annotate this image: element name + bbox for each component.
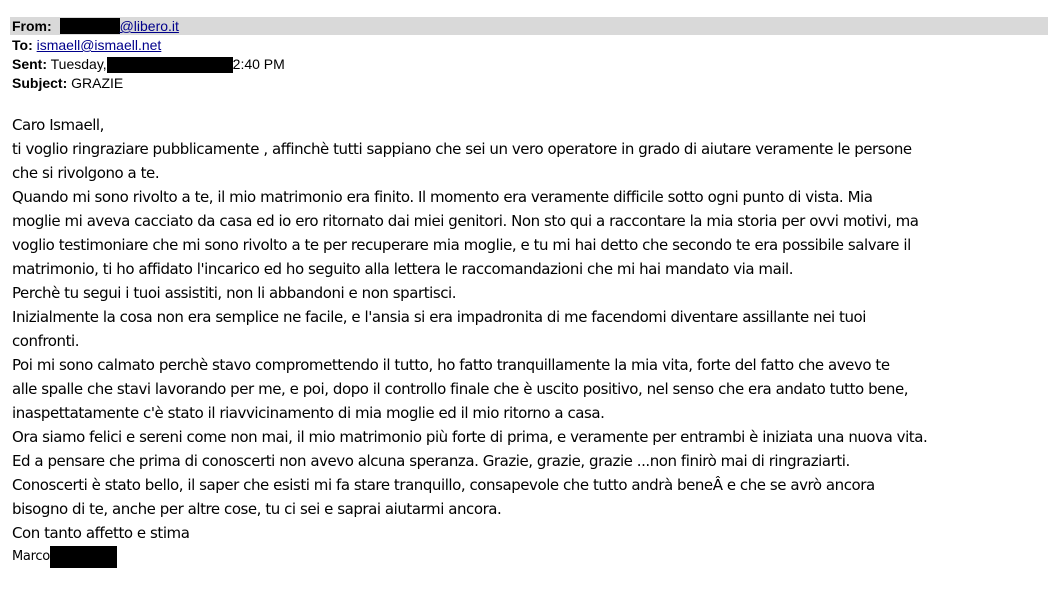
body-line: moglie mi aveva cacciato da casa ed io ero ritornato dai miei genitori. Non sto qui a raccontare la mia storia per ovvi motivi, ma	[12, 212, 919, 230]
body-line: che si rivolgono a te.	[12, 164, 160, 182]
redacted-sender-name	[60, 18, 120, 34]
body-line: confronti.	[12, 332, 80, 350]
sent-time: 2:40 PM	[232, 56, 285, 72]
body-line: bisogno di te, anche per altre cose, tu ci sei e saprai aiutarmi ancora.	[12, 500, 502, 518]
to-label: To:	[12, 37, 33, 53]
signature-line	[12, 545, 1052, 569]
body-line: matrimonio, ti ho affidato l'incarico ed ho seguito alla lettera le raccomandazioni che mi hai mandato via mail.	[12, 260, 794, 278]
to-address-link[interactable]: ismaell@ismaell.net	[36, 37, 162, 53]
email-body	[12, 113, 1052, 569]
redacted-signature-surname	[50, 546, 117, 568]
body-line: Perchè tu segui i tuoi assistiti, non li abbandoni e non spartisci.	[12, 284, 457, 302]
body-line: Ora siamo felici e sereni come non mai, il mio matrimonio più forte di prima, e veramente per entrambi è iniziata una nuova vita.	[12, 428, 928, 446]
body-line: Quando mi sono rivolto a te, il mio matrimonio era finito. Il momento era veramente difficile sotto ogni punto di vista. Mia	[12, 188, 873, 206]
body-line: Con tanto affetto e stima	[12, 524, 190, 542]
body-line: alle spalle che stavi lavorando per me, e poi, dopo il controllo finale che è uscito positivo, nel senso che era andato tutto bene,	[12, 380, 909, 398]
signature-name: Marco	[12, 549, 50, 564]
sent-day: Tuesday,	[50, 56, 107, 72]
from-address-link[interactable]: @libero.it	[119, 18, 179, 34]
subject-value: GRAZIE	[71, 75, 124, 91]
sent-label: Sent:	[12, 56, 47, 72]
body-line: Caro Ismaell,	[12, 116, 104, 134]
subject-label: Subject:	[12, 75, 68, 91]
body-line: voglio testimoniare che mi sono rivolto a te per recuperare mia moglie, e tu mi hai detto che secondo te era possibile salvare il	[12, 236, 911, 254]
from-label: From:	[12, 18, 52, 34]
body-line: Ed a pensare che prima di conoscerti non avevo alcuna speranza. Grazie, grazie, grazie ...non finirò mai di ringraziarti.	[12, 452, 850, 470]
body-line: Inizialmente la cosa non era semplice ne facile, e l'ansia si era impadronita di me facendomi diventare assillante nei tuoi	[12, 308, 866, 326]
body-line: Poi mi sono calmato perchè stavo compromettendo il tutto, ho fatto tranquillamente la mia vita, forte del fatto che avevo te	[12, 356, 890, 374]
body-line: inaspettatamente c'è stato il riavvicinamento di mia moglie ed il mio ritorno a casa.	[12, 404, 605, 422]
subject-row	[12, 74, 123, 92]
from-row	[10, 17, 1048, 35]
to-row	[12, 36, 161, 54]
redacted-sent-date	[107, 57, 233, 73]
sent-row	[12, 55, 285, 73]
body-line: ti voglio ringraziare pubblicamente , affinchè tutti sappiano che sei un vero operatore in grado di aiutare veramente le persone	[12, 140, 912, 158]
body-line: Conoscerti è stato bello, il saper che esisti mi fa stare tranquillo, consapevole che tutto andrà beneÂ e che se avrò ancora	[12, 476, 875, 494]
